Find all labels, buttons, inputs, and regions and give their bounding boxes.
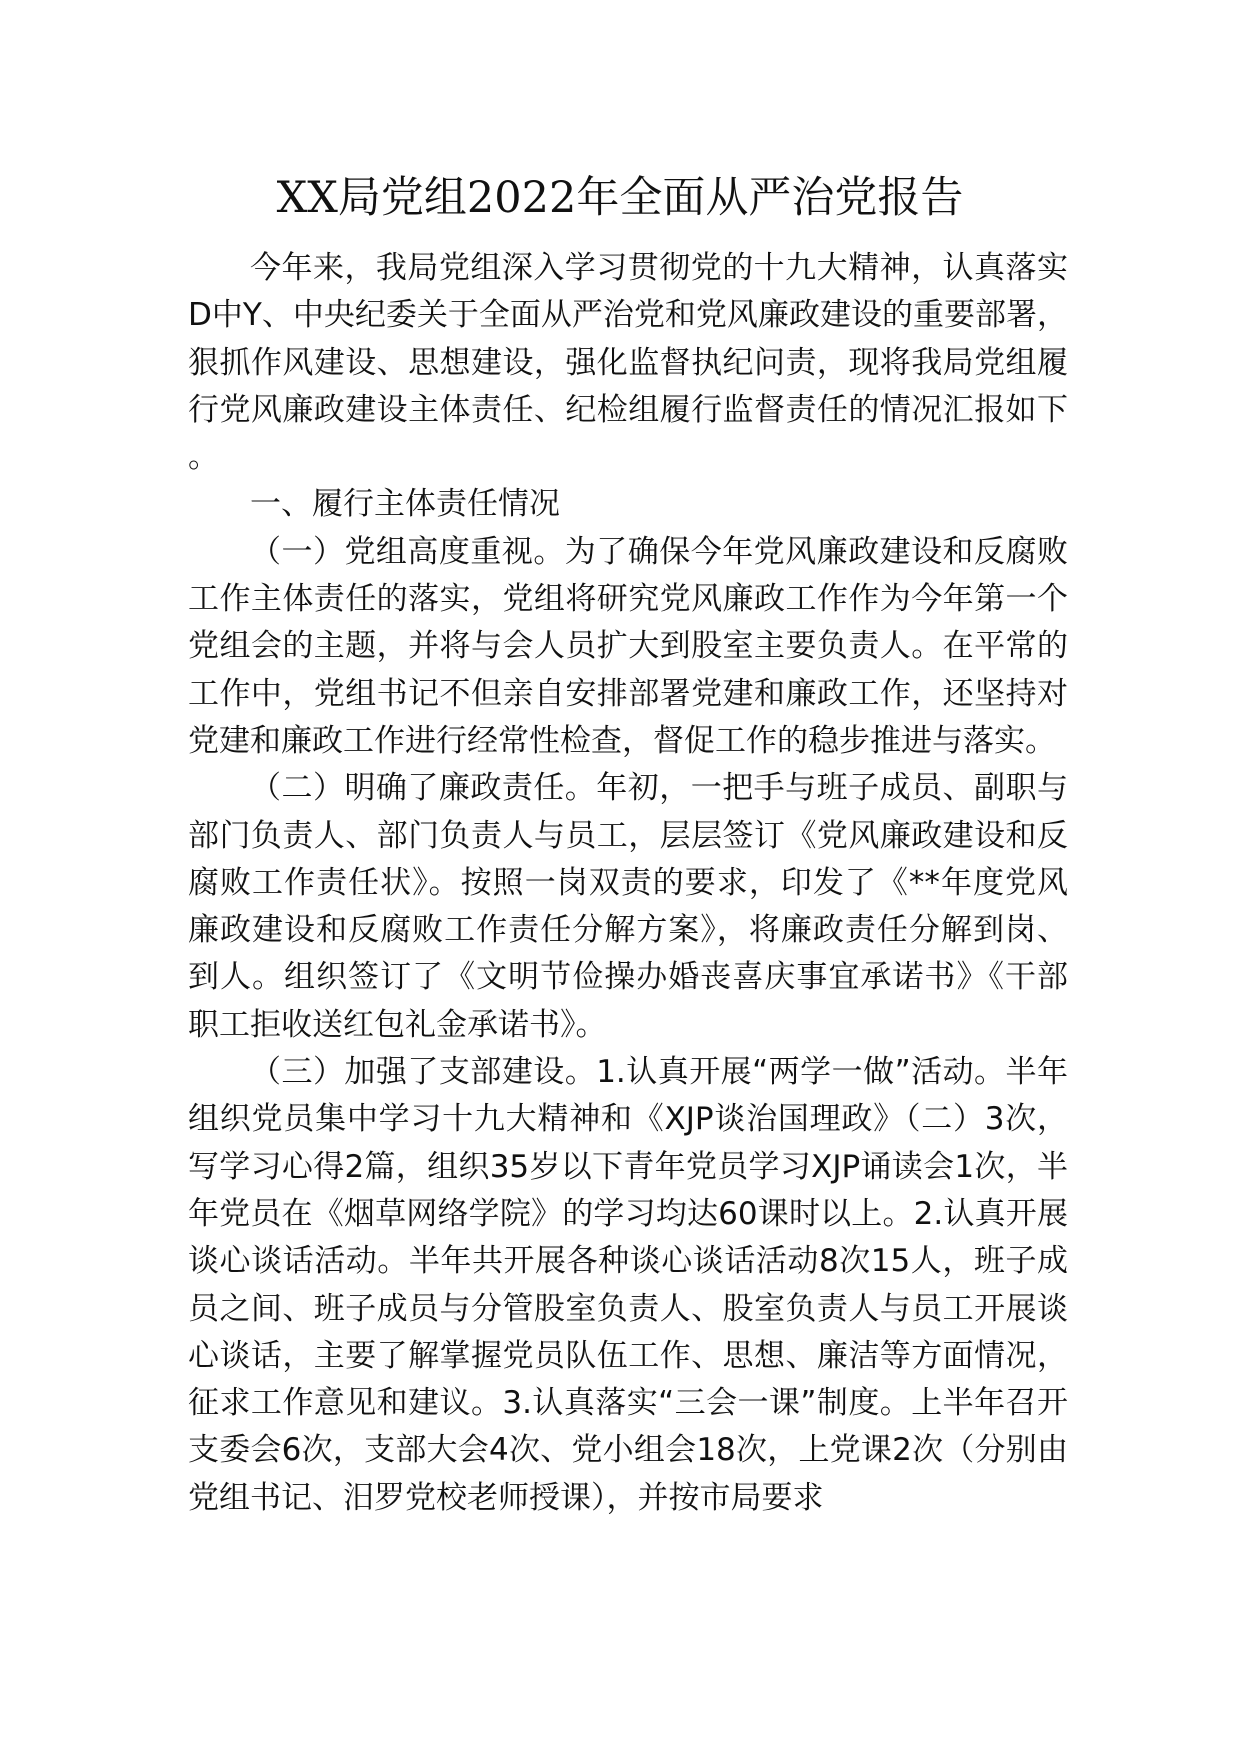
paragraph-2: （二）明确了廉政责任。年初，一把手与班子成员、副职与部门负责人、部门负责人与员工，层层签订《党风廉政建设和反腐败工作责任状》。按照一岗双责的要求，印发了《**年度党风廉政建设和反腐败工作责任分解方案》，将廉政责任分解到岗、到人。组织签订了《文明节俭操办婚丧喜庆事宜承诺书》《干部职工拒收送红包礼金承诺书》。 [188,770,1068,1043]
document-title: XX局党组2022年全面从严治党报告 [276,173,964,223]
document-body [188,245,1068,1522]
intro-paragraph: 今年来，我局党组深入学习贯彻党的十九大精神，认真落实D中Y、中央纪委关于全面从严治党和党风廉政建设的重要部署，狠抓作风建设、思想建设，强化监督执纪问责，现将我局党组履行党风廉政建设主体责任、纪检组履行监督责任的情况汇报如下。 [188,250,1068,476]
paragraph-3: （三）加强了支部建设。1.认真开展“两学一做”活动。半年组织党员集中学习十九大精神和《XJP谈治国理政》（二）3次，写学习心得2篇，组织35岁以下青年党员学习XJP诵读会1次，半年党员在《烟草网络学院》的学习均达60课时以上。2.认真开展谈心谈话活动。半年共开展各种谈心谈话活动8次15人，班子成员之间、班子成员与分管股室负责人、股室负责人与员工开展谈心谈话，主要了解掌握党员队伍工作、思想、廉洁等方面情况，征求工作意见和建议。3.认真落实“三会一课”制度。上半年召开支委会6次，支部大会4次、党小组会18次，上党课2次（分别由党组书记、汨罗党校老师授课），并按市局要求 [188,1054,1068,1516]
paragraph-1: （一）党组高度重视。为了确保今年党风廉政建设和反腐败工作主体责任的落实，党组将研究党风廉政工作作为今年第一个党组会的主题，并将与会人员扩大到股室主要负责人。在平常的工作中，党组书记不但亲自安排部署党建和廉政工作，还坚持对党建和廉政工作进行经常性检查，督促工作的稳步推进与落实。 [188,533,1068,759]
section-heading: 一、履行主体责任情况 [250,486,560,523]
